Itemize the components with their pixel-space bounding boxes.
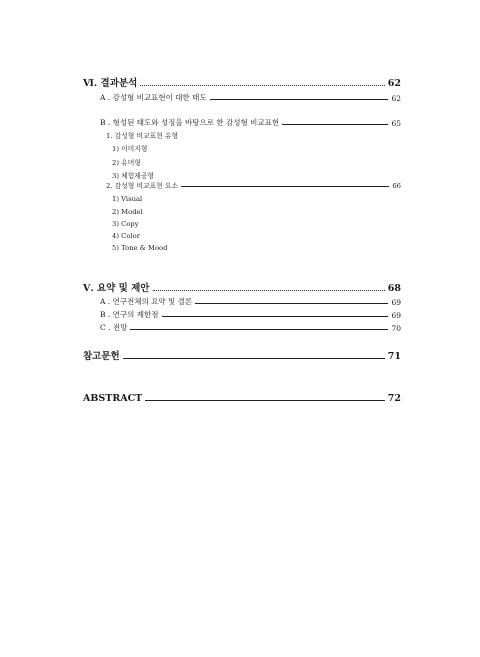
toc-page: 66 [392, 182, 401, 190]
toc-title: 참고문헌 [83, 351, 120, 362]
toc-page: 69 [391, 298, 401, 307]
toc-title: Ⅴ. 요약 및 제안 [83, 283, 150, 294]
toc-subitem[interactable]: 2) Model [112, 208, 143, 216]
toc-page: 71 [387, 351, 401, 362]
toc-title: A . 연구전체의 요약 및 결론 [100, 297, 193, 306]
toc-entry-5c[interactable] [100, 322, 401, 333]
toc-title: 2. 감성형 비교표현 요소 [106, 182, 179, 190]
toc-entry-chapter-6[interactable] [83, 75, 401, 89]
toc-subitem[interactable]: 2) 유머형 [112, 159, 141, 167]
toc-subitem[interactable]: 5) Tone & Mood [112, 244, 168, 252]
toc-leader [210, 99, 389, 100]
toc-page: 62 [387, 78, 401, 89]
toc-title: Ⅵ. 결과분석 [83, 78, 138, 89]
toc-entry-6b[interactable] [100, 117, 401, 128]
toc-leader [153, 290, 385, 291]
toc-subitem[interactable]: 4) Color [112, 232, 140, 240]
toc-entry-6a[interactable] [100, 92, 401, 103]
toc-page: 70 [391, 324, 401, 333]
toc-entry-abstract[interactable] [83, 393, 401, 404]
toc-entry-chapter-5[interactable] [83, 280, 401, 294]
toc-leader [162, 316, 389, 317]
toc-title: B . 연구의 제한점 [100, 310, 159, 319]
toc-title: B . 형성된 태도와 성징을 바탕으로 한 감성형 비교표현 [100, 118, 280, 127]
toc-entry-5b[interactable] [100, 309, 401, 320]
toc-page: 72 [387, 393, 401, 404]
toc-leader [145, 400, 385, 401]
toc-page: 65 [391, 119, 401, 128]
toc-subitem[interactable]: 3) 체험제공형 [112, 172, 154, 180]
toc-leader [195, 303, 388, 304]
toc-leader [282, 124, 388, 125]
toc-title: A . 감성형 비교표현이 대한 태도 [100, 93, 207, 102]
toc-entry-6b1[interactable]: 1. 감성형 비교표현 유형 [106, 132, 179, 140]
toc-subitem[interactable]: 3) Copy [112, 220, 139, 228]
toc-page: 62 [391, 94, 401, 103]
toc-leader [140, 85, 385, 86]
toc-page: 68 [387, 283, 401, 294]
toc-leader [123, 358, 385, 359]
toc-entry-5a[interactable] [100, 296, 401, 307]
toc-subitem[interactable]: 1) 이미지형 [112, 145, 148, 153]
toc-entry-6b2[interactable] [106, 180, 401, 190]
toc-entry-references[interactable] [83, 348, 401, 362]
toc-leader [130, 329, 388, 330]
toc-subitem[interactable]: 1) Visual [112, 195, 143, 203]
toc-page: 69 [391, 311, 401, 320]
toc-title: ABSTRACT [83, 393, 143, 404]
toc-leader [181, 186, 389, 187]
toc-title: C . 전망 [100, 323, 128, 332]
